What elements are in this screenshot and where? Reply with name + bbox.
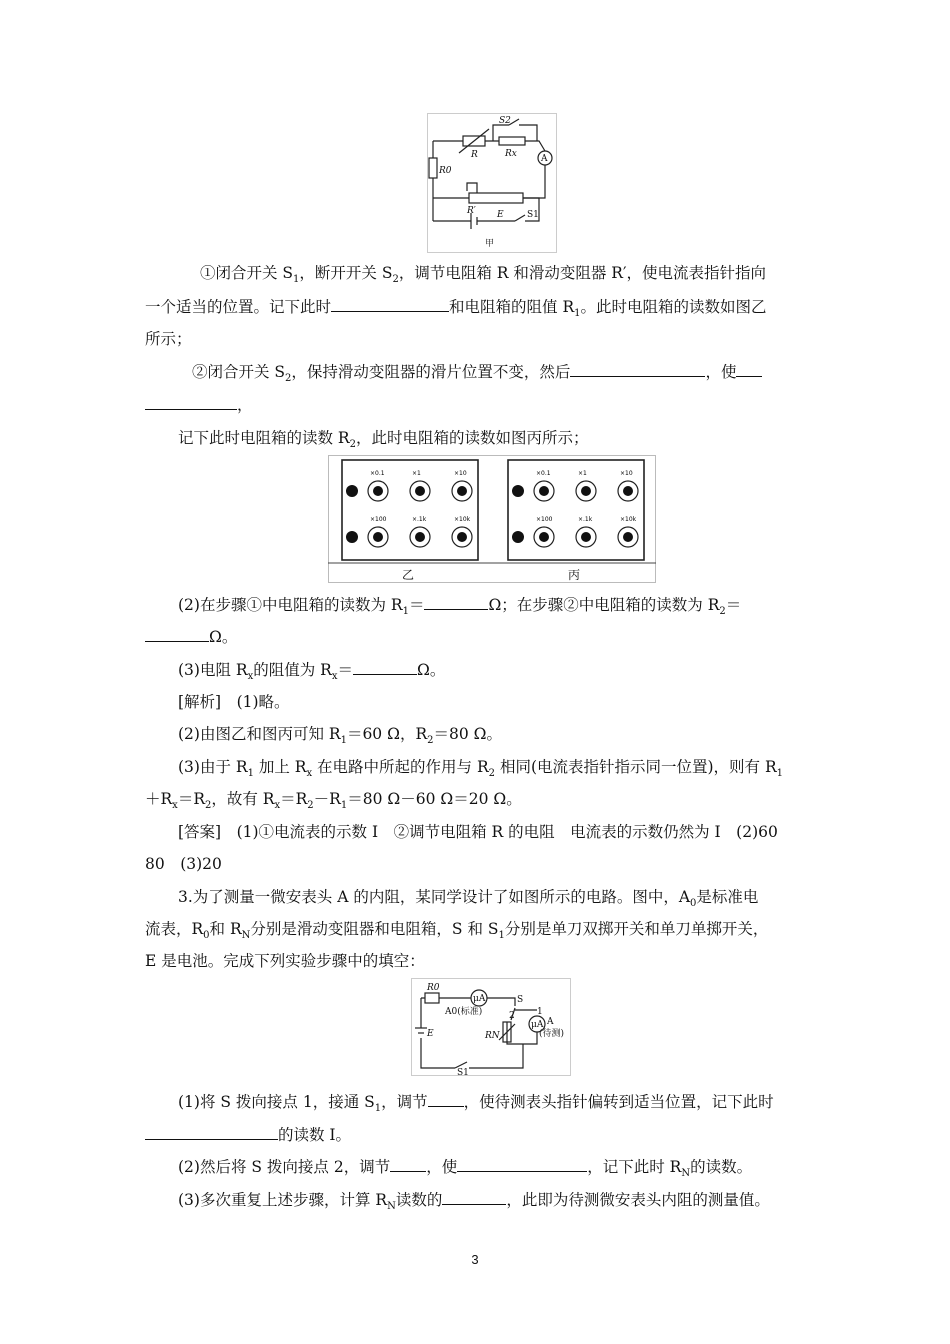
label-rx: Rx <box>505 149 517 159</box>
label-s1: S1 <box>457 1068 469 1076</box>
q3-step1-line1: (1)将 S 拨向接点 1，接通 $S_1$，调节 ，使待测表头指针偏转到适当位置，记下此时 <box>178 1093 774 1115</box>
label-a: A <box>547 1017 554 1027</box>
q3-step1-line2: 的读数 I。 <box>145 1125 351 1145</box>
q3-intro-line3: E 是电池。完成下列实验步骤中的填空： <box>145 952 425 970</box>
label-s: S <box>517 995 524 1005</box>
fill-blank[interactable] <box>428 1092 464 1107</box>
dial-multiplier-label: ×0.1 <box>536 470 551 477</box>
dial-pointer <box>415 486 425 496</box>
dial-multiplier-label: ×10k <box>620 516 637 523</box>
dial-pointer <box>457 532 467 542</box>
resistance-box-diagram <box>328 455 656 583</box>
label-under-test: (待测) <box>539 1029 565 1039</box>
circuit-figure-q3 <box>411 978 571 1076</box>
dial-pointer <box>581 486 591 496</box>
analysis-1: [解析] (1)略。 <box>178 693 290 711</box>
circuit-figure-jia <box>427 113 557 253</box>
q2-sub2-line2: Ω。 <box>145 627 237 647</box>
label-a0-standard: A0(标准) <box>445 1007 483 1017</box>
resistance-box-figure <box>328 455 656 583</box>
label-contact-1: 1 <box>537 1007 543 1017</box>
q2-sub3: (3)电阻 $R_x$的阻值为 $R_x= \Omega$。 <box>178 661 446 683</box>
fill-blank[interactable] <box>457 1157 587 1172</box>
q2-sub2-line1: (2)在步骤①中电阻箱的读数为 $R_1= \Omega$；在步骤②中电阻箱的读数为 $R_2=$ <box>178 596 742 618</box>
dial-multiplier-label: ×10 <box>620 470 633 477</box>
dial-multiplier-label: ×10k <box>454 516 471 523</box>
q2-step2-line2: ， <box>145 395 253 415</box>
fill-blank[interactable] <box>145 627 209 642</box>
fill-blank[interactable] <box>145 1125 278 1140</box>
label-contact-2: 2 <box>509 1011 515 1021</box>
label-r0: R0 <box>439 166 452 176</box>
label-r: R <box>471 150 478 160</box>
fill-blank[interactable] <box>442 1190 506 1205</box>
fill-blank[interactable] <box>331 297 449 312</box>
fill-blank[interactable] <box>145 395 237 410</box>
answer-line2: 80 (3)20 <box>145 855 222 873</box>
dial-pointer <box>373 532 383 542</box>
q2-step3: 记下此时电阻箱的读数 $R_2$，此时电阻箱的读数如图丙所示； <box>178 429 589 451</box>
dial-multiplier-label: ×100 <box>370 516 387 523</box>
dial-pointer <box>623 532 633 542</box>
label-s1: S1 <box>527 210 539 220</box>
analysis-2: (2)由图乙和图丙可知 $R_1=60$ Ω，$R_2=80$ Ω。 <box>178 725 502 747</box>
fill-blank[interactable] <box>353 660 417 675</box>
dial-pointer <box>581 532 591 542</box>
analysis-3-line1: (3)由于 $R_1$ 加上 $R_x$ 在电路中所起的作用与 $R_2$ 相同(电流表指针指示同一位置)，则有 $R_1$ <box>178 758 784 780</box>
q2-step1-line3: 所示； <box>145 330 192 348</box>
q3-step2: (2)然后将 S 拨向接点 2，调节 ，使 ，记下此时 $R_N$的读数。 <box>178 1158 753 1180</box>
label-std-meter: μA <box>473 994 486 1004</box>
dial-pointer <box>457 486 467 496</box>
q2-step2-line1: ②闭合开关 $S_2$，保持滑动变阻器的滑片位置不变，然后 ，使 <box>192 362 762 389</box>
microammeter-circuit <box>411 978 571 1076</box>
label-test-meter: μA <box>531 1020 544 1030</box>
q3-intro-line2: 流表，$R_0$和 $R_N$分别是滑动变阻器和电阻箱，S 和 $S_1$分别是单刀双掷开关和单刀单掷开关， <box>145 920 769 942</box>
label-e: E <box>497 210 504 220</box>
dial-multiplier-label: ×1 <box>412 470 421 477</box>
fill-blank[interactable] <box>424 595 488 610</box>
label-rn: RN <box>485 1031 500 1041</box>
label-rprime: R′ <box>467 206 476 216</box>
circuit-diagram <box>427 113 557 253</box>
answer-line1: [答案] (1)①电流表的示数 I ②调节电阻箱 R 的电阻 电流表的示数仍然为 I (2)60 <box>178 823 778 841</box>
fill-blank[interactable] <box>570 362 705 377</box>
dial-multiplier-label: ×100 <box>536 516 553 523</box>
terminal-post <box>346 531 358 543</box>
q2-step1-line2: 一个适当的位置。记下此时 和电阻箱的阻值 $R_1$。此时电阻箱的读数如图乙 <box>145 298 767 320</box>
label-e: E <box>427 1029 434 1039</box>
dial-multiplier-label: ×1 <box>578 470 587 477</box>
dial-multiplier-label: ×10 <box>454 470 467 477</box>
q3-intro-line1: 3.为了测量一微安表头 A 的内阻，某同学设计了如图所示的电路。图中，$A_0$是标准电 <box>178 888 759 910</box>
dial-multiplier-label: ×.1k <box>578 516 593 523</box>
page-number: 3 <box>471 1252 479 1267</box>
label-r0: R0 <box>427 983 440 993</box>
dial-pointer <box>539 532 549 542</box>
label-s2: S2 <box>499 116 511 126</box>
dial-pointer <box>539 486 549 496</box>
dial-pointer <box>373 486 383 496</box>
figure-caption-bing: 丙 <box>568 568 581 582</box>
dial-pointer <box>415 532 425 542</box>
fill-blank[interactable] <box>390 1157 426 1172</box>
dial-multiplier-label: ×0.1 <box>370 470 385 477</box>
label-ammeter: A <box>541 154 548 164</box>
figure-caption-yi: 乙 <box>402 568 415 582</box>
figure-caption-jia: 甲 <box>485 239 495 249</box>
terminal-post <box>346 485 358 497</box>
analysis-3-line2: $+R_x=R_2$，故有 $R_x=R_2-R_1=80$ Ω－60 Ω＝20 Ω。 <box>145 790 522 812</box>
fill-blank[interactable] <box>736 362 762 377</box>
q3-step3: (3)多次重复上述步骤，计算 $R_N$读数的 ，此即为待测微安表头内阻的测量值。 <box>178 1191 770 1213</box>
terminal-post <box>512 531 524 543</box>
dial-multiplier-label: ×.1k <box>412 516 427 523</box>
q2-step1-line1: ①闭合开关 $S_1$，断开开关 $S_2$，调节电阻箱 R 和滑动变阻器 R′，使电流表指针指向 <box>200 264 766 286</box>
terminal-post <box>512 485 524 497</box>
dial-pointer <box>623 486 633 496</box>
